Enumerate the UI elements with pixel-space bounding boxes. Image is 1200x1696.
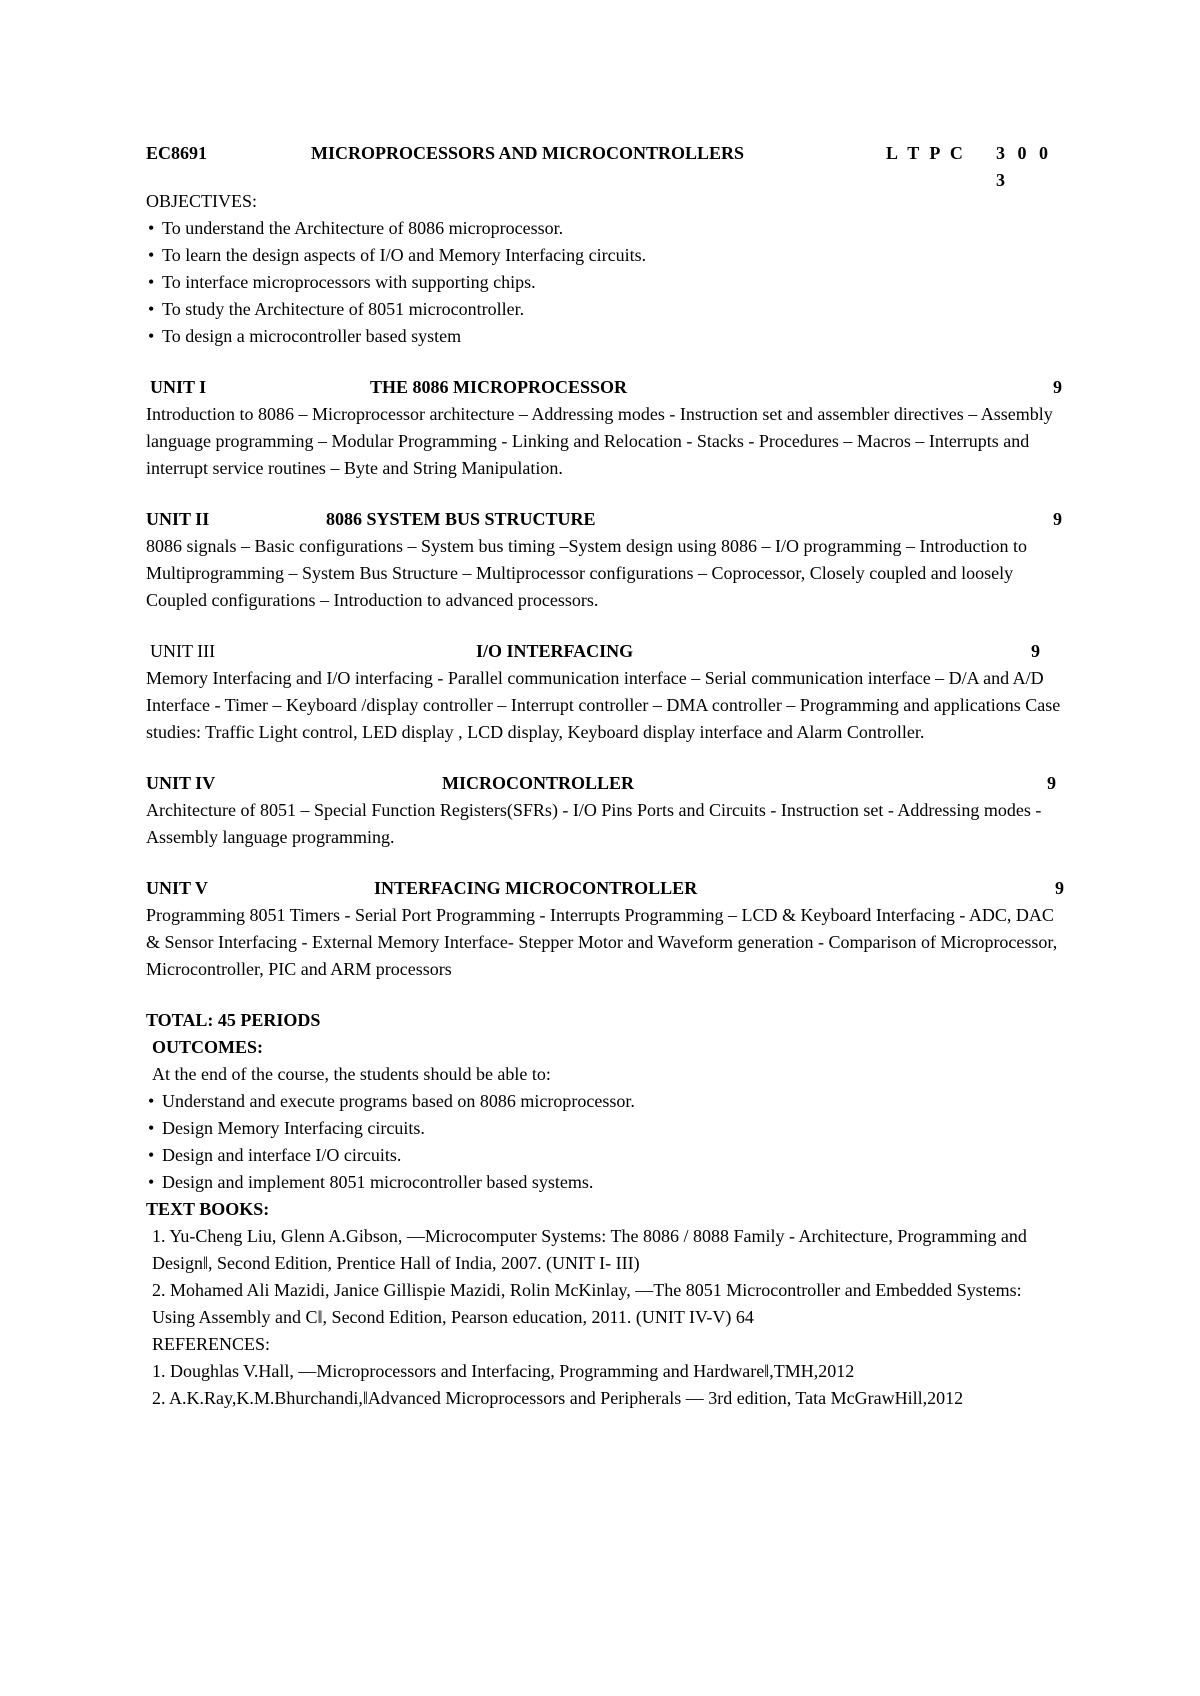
course-code: EC8691 (146, 143, 208, 163)
unit-section (146, 506, 1066, 614)
list-item: 1. Yu-Cheng Liu, Glenn A.Gibson, —Microcomputer Systems: The 8086 / 8088 Family - Architecture, Programming and Design‖, Second Edition, Prentice Hall of India, 2007. (UNIT I- III) (152, 1226, 1027, 1273)
unit-section (146, 638, 1066, 746)
unit-section (146, 875, 1066, 983)
outcomes-intro: At the end of the course, the students should be able to: (152, 1064, 551, 1084)
unit-label: UNIT I (150, 377, 207, 397)
list-item: • To study the Architecture of 8051 microcontroller. (146, 296, 1066, 323)
unit-heading (146, 374, 1066, 401)
outcomes-title: OUTCOMES: (152, 1037, 264, 1057)
ltpc-credits: 3 0 0 3 (996, 143, 1052, 190)
text-books-title: TEXT BOOKS: (146, 1199, 270, 1219)
list-item: 2. A.K.Ray,K.M.Bhurchandi,‖Advanced Microprocessors and Peripherals — 3rd edition, Tata McGrawHill,2012 (152, 1388, 964, 1408)
outcomes-list (146, 1088, 1066, 1196)
unit-description: 8086 signals – Basic configurations – System bus timing –System design using 8086 – I/O programming – Introduction to Multiprogramming – System Bus Structure – Multiprocessor configurations – Coprocessor, Closely coupled and loosely Coupled configurations – Introduction to advanced processors. (146, 536, 1027, 610)
references-section (146, 1331, 1066, 1412)
list-item: • To learn the design aspects of I/O and Memory Interfacing circuits. (146, 242, 1066, 269)
unit-label: UNIT IV (146, 773, 216, 793)
unit-heading (146, 770, 1066, 797)
unit-heading (146, 638, 1066, 665)
list-item: • Design and implement 8051 microcontroller based systems. (146, 1169, 1066, 1196)
unit-section (146, 374, 1066, 482)
unit-title: MICROCONTROLLER (442, 773, 635, 793)
unit-title: THE 8086 MICROPROCESSOR (370, 377, 628, 397)
unit-hours: 9 (1047, 773, 1056, 793)
unit-hours: 9 (1053, 509, 1062, 529)
syllabus-page (146, 140, 1066, 1412)
unit-hours: 9 (1055, 878, 1064, 898)
unit-description: Memory Interfacing and I/O interfacing - Parallel communication interface – Serial communication interface – D/A and A/D Interface - Timer – Keyboard /display controller – Interrupt controller – DMA controller – Programming and applications Case studies: Traffic Light control, LED display , LCD display, Keyboard display interface and Alarm Controller. (146, 668, 1061, 742)
outcomes-section (146, 1034, 1066, 1196)
list-item: • To design a microcontroller based system (146, 323, 1066, 350)
text-books-section (146, 1196, 1066, 1331)
unit-heading (146, 875, 1066, 902)
list-item: • Design and interface I/O circuits. (146, 1142, 1066, 1169)
unit-label: UNIT III (150, 641, 216, 661)
unit-heading (146, 506, 1066, 533)
unit-section (146, 770, 1066, 851)
objectives-list (146, 215, 1066, 350)
ltpc-label: L T P C (886, 143, 966, 163)
list-item: • Understand and execute programs based on 8086 microprocessor. (146, 1088, 1066, 1115)
unit-title: I/O INTERFACING (476, 641, 634, 661)
list-item: • Design Memory Interfacing circuits. (146, 1115, 1066, 1142)
list-item: • To understand the Architecture of 8086 microprocessor. (146, 215, 1066, 242)
objectives-section (146, 188, 1066, 350)
unit-description: Introduction to 8086 – Microprocessor architecture – Addressing modes - Instruction set and assembler directives – Assembly language programming – Modular Programming - Linking and Relocation - Stacks - Procedures – Macros – Interrupts and interrupt service routines – Byte and String Manipulation. (146, 404, 1053, 478)
unit-label: UNIT V (146, 878, 208, 898)
unit-title: 8086 SYSTEM BUS STRUCTURE (326, 509, 596, 529)
list-item: • To interface microprocessors with supporting chips. (146, 269, 1066, 296)
unit-title: INTERFACING MICROCONTROLLER (374, 878, 698, 898)
unit-label: UNIT II (146, 509, 210, 529)
course-header (146, 140, 1066, 190)
unit-description: Architecture of 8051 – Special Function Registers(SFRs) - I/O Pins Ports and Circuits - Instruction set - Addressing modes - Assembly language programming. (146, 800, 1042, 847)
list-item: 2. Mohamed Ali Mazidi, Janice Gillispie Mazidi, Rolin McKinlay, —The 8051 Microcontroller and Embedded Systems: Using Assembly and C‖, Second Edition, Pearson education, 2011. (UNIT IV-V) 64 (152, 1280, 1022, 1327)
unit-hours: 9 (1031, 641, 1040, 661)
course-title: MICROPROCESSORS AND MICROCONTROLLERS (311, 143, 745, 163)
unit-hours: 9 (1053, 377, 1062, 397)
objectives-title: OBJECTIVES: (146, 191, 258, 211)
list-item: 1. Doughlas V.Hall, —Microprocessors and Interfacing, Programming and Hardware‖,TMH,2012 (152, 1361, 855, 1381)
unit-description: Programming 8051 Timers - Serial Port Programming - Interrupts Programming – LCD & Keyboard Interfacing - ADC, DAC & Sensor Interfacing - External Memory Interface- Stepper Motor and Waveform generation - Comparison of Microprocessor, Microcontroller, PIC and ARM processors (146, 905, 1058, 979)
total-periods: TOTAL: 45 PERIODS (146, 1010, 321, 1030)
references-title: REFERENCES: (152, 1334, 271, 1354)
